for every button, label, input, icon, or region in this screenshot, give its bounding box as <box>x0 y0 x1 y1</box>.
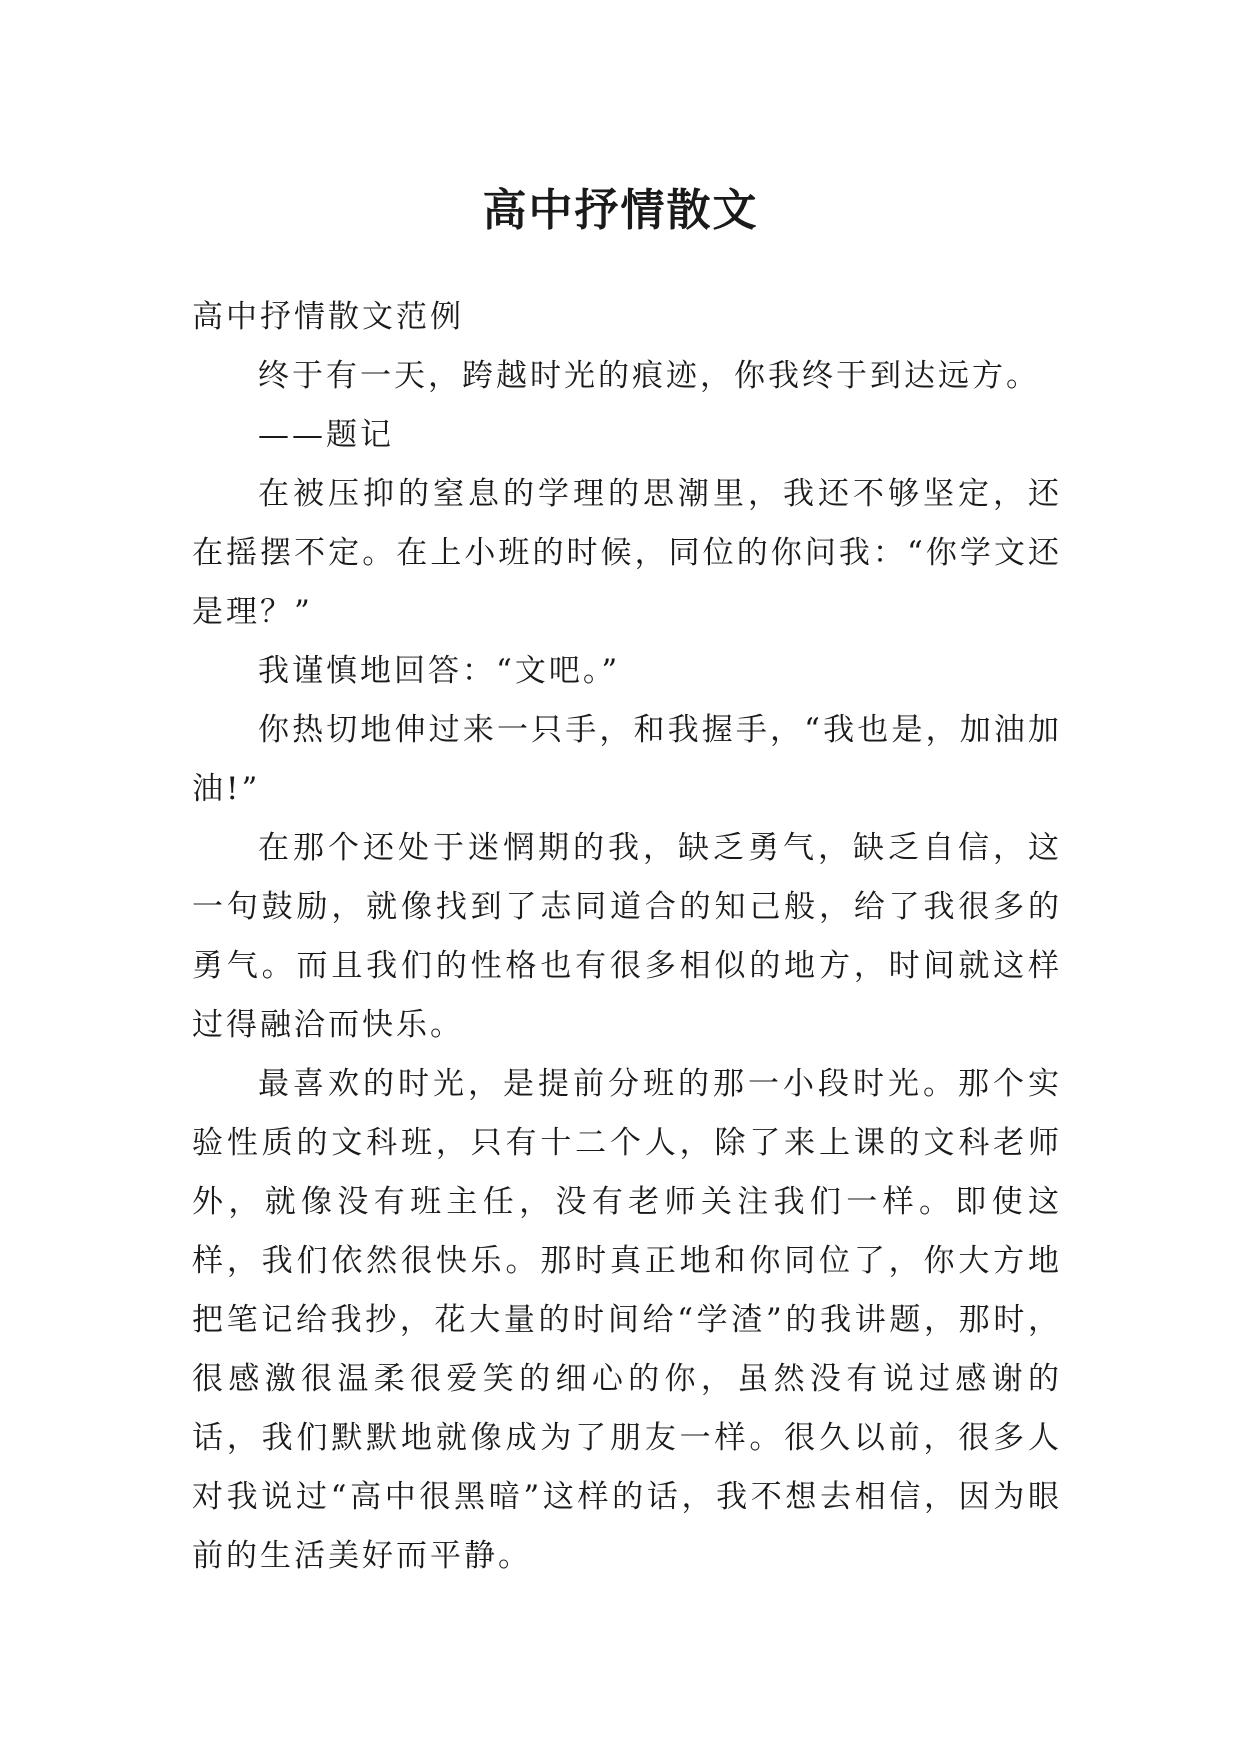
paragraph-epigraph: 终于有一天，跨越时光的痕迹，你我终于到达远方。 <box>258 358 1040 394</box>
document-title: 高中抒情散文 <box>482 185 759 237</box>
paragraph: 在被压抑的窒息的学理的思潮里，我还不够坚定，还在摇摆不定。在上小班的时候，同位的你问我：“你学文还是理？” <box>192 476 1062 630</box>
paragraph-subtitle: 高中抒情散文范例 <box>192 299 464 335</box>
paragraph: 我谨慎地回答：“文吧。” <box>258 653 621 689</box>
paragraph: 最喜欢的时光，是提前分班的那一小段时光。那个实验性质的文科班，只有十二个人，除了来上课的文科老师外，就像没有班主任，没有老师关注我们一样。即使这样，我们依然很快乐。那时真正地和你同位了，你大方地把笔记给我抄，花大量的时间给“学渣”的我讲题，那时，很感激很温柔很爱笑的细心的你，虽然没有说过感谢的话，我们默默地就像成为了朋友一样。很久以前，很多人对我说过“高中很黑暗”这样的话，我不想去相信，因为眼前的生活美好而平静。 <box>192 1066 1062 1574</box>
document-body <box>192 288 1062 1586</box>
paragraph: 在那个还处于迷惘期的我，缺乏勇气，缺乏自信，这一句鼓励，就像找到了志同道合的知己般，给了我很多的勇气。而且我们的性格也有很多相似的地方，时间就这样过得融洽而快乐。 <box>192 830 1062 1043</box>
paragraph-epigraph-attribution: ——题记 <box>258 417 394 453</box>
paragraph: 你热切地伸过来一只手，和我握手，“我也是，加油加油!” <box>192 712 1062 807</box>
